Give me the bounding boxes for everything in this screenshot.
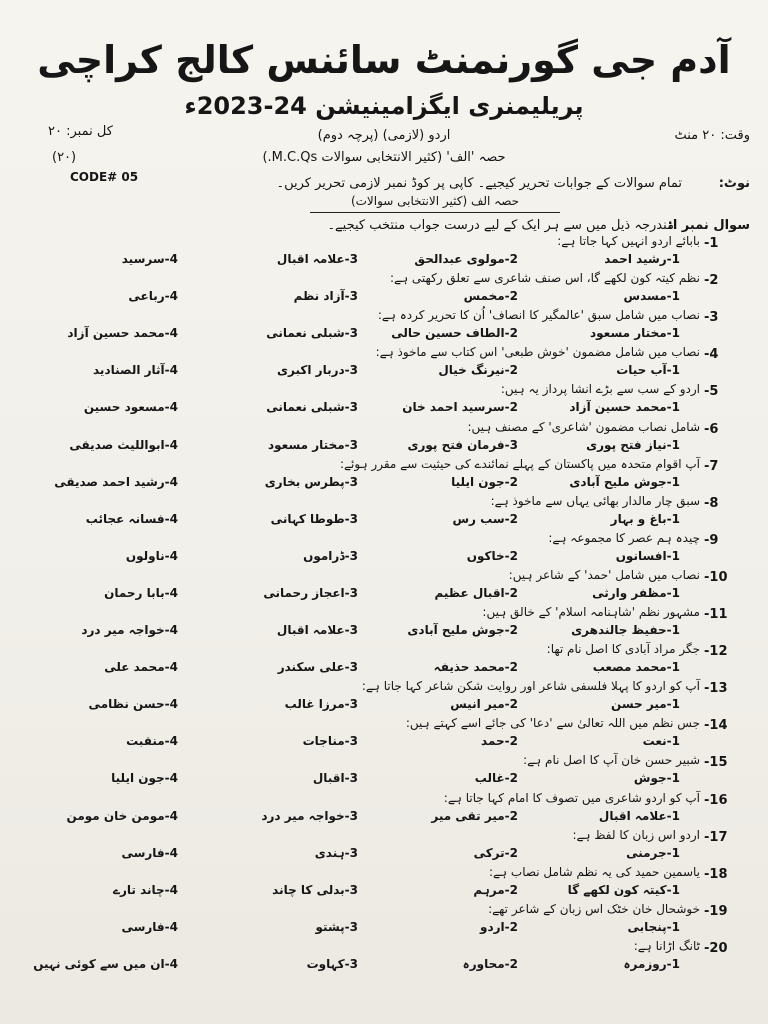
note-text: تمام سوالات کے جوابات تحریر کیجیے۔ کاپی پر کوڈ نمبر لازمی تحریر کریں۔ [276,176,682,191]
question-number: -20 [704,940,728,956]
option-3: 3-مناجات [302,734,358,749]
option-3: 3-علامہ اقبال [276,623,358,637]
option-2: 2-سب رس [452,511,518,526]
option-2: 2-سرسید احمد خان [402,400,518,415]
option-1: 1-محمد حسین آزاد [569,400,680,415]
option-3: 3-مختار مسعود [267,437,358,452]
option-4: 4-ان میں سے کوئی نہیں [33,956,178,971]
option-2: 2-اردو [480,919,518,934]
option-3: 3-خواجہ میر درد [261,808,358,823]
option-1: 1-مظفر وارثی [592,585,680,600]
option-1: 1-نیاز فتح پوری [586,437,680,452]
option-2: 2-الطاف حسین حالی [391,326,518,341]
option-4: 4-ناولوں [125,548,178,563]
question-text: نصاب میں شامل سبق 'عالمگیر کا انصاف' اُن کا تحریر کردہ ہے: [377,308,700,323]
option-2: 2-مولوی عبدالحق [414,252,518,266]
q1-label: سوال نمبر ا: [667,218,750,233]
option-3: 3-پشتو [315,919,358,934]
question-number: -2 [704,273,719,289]
option-4: 4-منقبت [126,734,178,749]
question-number: -7 [704,458,719,474]
question-number: -3 [704,310,719,326]
option-3: 3-بدلی کا چاند [272,882,358,897]
option-2: 2-نیرنگ خیال [438,363,518,378]
question-number: -14 [704,718,728,734]
question-number: -5 [704,384,719,400]
question-number: -4 [704,347,719,363]
option-3: 3-علامہ اقبال [276,252,358,266]
option-2: 2-غالب [474,771,518,786]
option-3: 3-اقبال [312,771,358,786]
question-text: چیدہ ہم عصر کا مجموعہ ہے: [548,530,700,545]
option-4: 4-محمد حسین آزاد [67,326,178,341]
option-2: 2-محمد حذیفہ [433,660,518,675]
option-2: 2-میر تقی میر [431,808,518,823]
question-number: -16 [704,792,728,808]
total-marks: کل نمبر: ۲۰ [48,124,113,139]
question-text: ٹانگ اڑانا ہے: [633,938,700,953]
option-2: 2-جوش ملیح آبادی [407,623,518,637]
option-3: 3-کہاوت [306,956,358,971]
option-1: 1-میر حسن [611,697,680,712]
question-number: -11 [704,607,728,622]
option-4: 4-بابا رحمان [104,585,178,600]
question-number: -15 [704,755,728,771]
option-3: 3-دربار اکبری [277,363,358,378]
option-1: 1-نعت [642,734,680,749]
option-3: 3-علی سکندر [277,660,358,675]
time-label: وقت: ۲۰ منٹ [674,128,750,143]
option-4: 4-مومن خان مومن [66,808,178,823]
option-2: 2-حمد [481,734,518,749]
question-number: -8 [704,495,719,511]
option-4: 4-محمد علی [104,660,178,675]
option-2: 2-ترکی [473,845,518,860]
subject-label: اردو (لازمی) (پرچہ دوم) [317,128,451,143]
option-3: 3-مرزا غالب [284,697,358,712]
question-number: -1 [704,236,719,251]
option-1: 1-روزمرہ [623,956,680,971]
question-number: -19 [704,903,728,919]
question-text: مشہور نظم 'شاہنامہ اسلام' کے خالق ہیں: [482,605,700,619]
option-1: 1-جوش [633,771,680,786]
option-3: 3-ہندی [314,845,358,860]
option-4: 4-حسن نظامی [88,697,178,712]
section-box: حصہ الف (کثیر الانتخابی سوالات) [310,194,560,213]
question-text: سبق چار مالدار بھائی یہاں سے ماخوذ ہے: [490,493,700,508]
question-number: -17 [704,829,728,845]
option-4: 4-چاند تارے [112,882,178,897]
question-text: نصاب میں شامل 'حمد' کے شاعر ہیں: [508,567,700,582]
option-4: 4-سرسید [121,252,178,266]
option-2: 3-فرمان فتح پوری [407,437,518,452]
exam-title: پریلیمنری ایگزامینیشن 24-2023ء [184,92,584,120]
option-3: 3-آزاد نظم [293,289,358,304]
question-text: جگر مراد آبادی کا اصل نام تھا: [546,642,700,657]
option-2: 2-مخمس [463,289,518,304]
question-text: شبیر حسن خان آپ کا اصل نام ہے: [523,753,700,768]
option-1: 1-محمد مصعب [592,660,680,675]
question-text: یاسمین حمید کی یہ نظم شامل نصاب ہے: [488,864,700,879]
option-4: 4-ابواللیث صدیقی [69,437,178,452]
question-text: نصاب میں شامل مضمون 'خوش طبعی' اس کتاب سے ماخوذ ہے: [375,345,700,360]
question-number: -18 [704,866,728,882]
question-text: آپ اقوام متحدہ میں پاکستان کے پہلے نمائندے کی حیثیت سے مقرر ہوئے: [339,456,700,471]
option-2: 2-جون ایلیا [451,474,518,489]
section-heading: حصہ 'الف' (کثیر الانتخابی سوالات M.C.Qs.) [262,150,506,165]
question-text: خوشحال خان خٹک اس زبان کے شاعر تھے: [488,901,700,916]
option-3: 3-ڈراموں [303,548,358,563]
question-text: نظم کیتہ کون لکھے گا، اس صنف شاعری سے تعلق رکھتی ہے: [390,271,700,286]
option-1: 1-مختار مسعود [589,326,680,341]
option-3: 3-پطرس بخاری [264,474,358,489]
option-1: 1-حفیظ جالندھری [571,623,680,637]
question-number: -10 [704,569,728,585]
option-3: 3-شبلی نعمانی [266,400,358,415]
option-2: 2-محاورہ [462,956,518,971]
question-number: -6 [704,421,719,437]
option-4: 4-جون ایلیا [111,771,178,786]
note-label: نوٹ: [718,176,750,191]
option-4: 4-مسعود حسین [83,400,178,415]
question-text: جس نظم میں اللہ تعالیٰ سے 'دعا' کی جائے اسے کہتے ہیں: [405,716,700,731]
option-1: 1-افسانوں [615,548,680,563]
code-label: CODE# 05 [70,170,139,184]
option-1: 1-باغ و بہار [610,511,680,526]
marks-paren: (۲۰) [52,150,77,165]
option-1: 1-رشید احمد [604,252,680,266]
option-1: 1-کیتہ کون لکھے گا [567,882,680,897]
option-2: 2-میر انیس [450,697,518,712]
question-number: -13 [704,681,728,697]
question-text: اردو اس زبان کا لفظ ہے: [572,827,700,842]
option-1: 1-جوش ملیح آبادی [569,474,680,489]
option-1: 1-آب حیات [616,363,680,378]
option-1: 1-جرمنی [626,845,680,860]
question-text: آپ کو اردو شاعری میں تصوف کا امام کہا جاتا ہے: [443,790,700,805]
option-2: 2-خاکوں [466,548,518,563]
option-4: 4-رشید احمد صدیقی [54,474,178,489]
q1-instruction: مندرجہ ذیل میں سے ہر ایک کے لیے درست جواب منتخب کیجیے۔ [327,218,674,233]
option-4: 4-فارسی [121,919,178,934]
option-1: 1-پنجابی [627,919,680,934]
question-number: -9 [704,532,719,548]
question-text: بابائے اردو انہیں کہا جاتا ہے: [557,234,700,248]
question-text: آپ کو اردو کا پہلا فلسفی شاعر اور روایت شکن شاعر کہا جاتا ہے: [361,679,700,694]
option-4: 4-خواجہ میر درد [81,623,178,637]
option-3: 3-اعجاز رحمانی [263,585,358,600]
option-3: 3-شبلی نعمانی [266,326,358,341]
option-2: 2-مرہم [473,882,518,897]
question-text: شامل نصاب مضمون 'شاعری' کے مصنف ہیں: [467,419,700,434]
question-text: اردو کے سب سے بڑے انشا پرداز یہ ہیں: [500,382,700,397]
option-1: 1-علامہ اقبال [598,808,680,823]
option-4: 4-فسانہ عجائب [85,511,178,526]
option-1: 1-مسدس [623,289,680,304]
option-4: 4-رباعی [128,289,178,304]
college-title: آدم جی گورنمنٹ سائنس کالج کراچی [37,38,731,82]
option-4: 4-آثار الصنادید [93,363,178,378]
question-number: -12 [704,644,728,660]
option-3: 3-طوطا کہانی [270,511,358,526]
option-4: 4-فارسی [121,845,178,860]
option-2: 2-اقبال عظیم [434,585,518,600]
